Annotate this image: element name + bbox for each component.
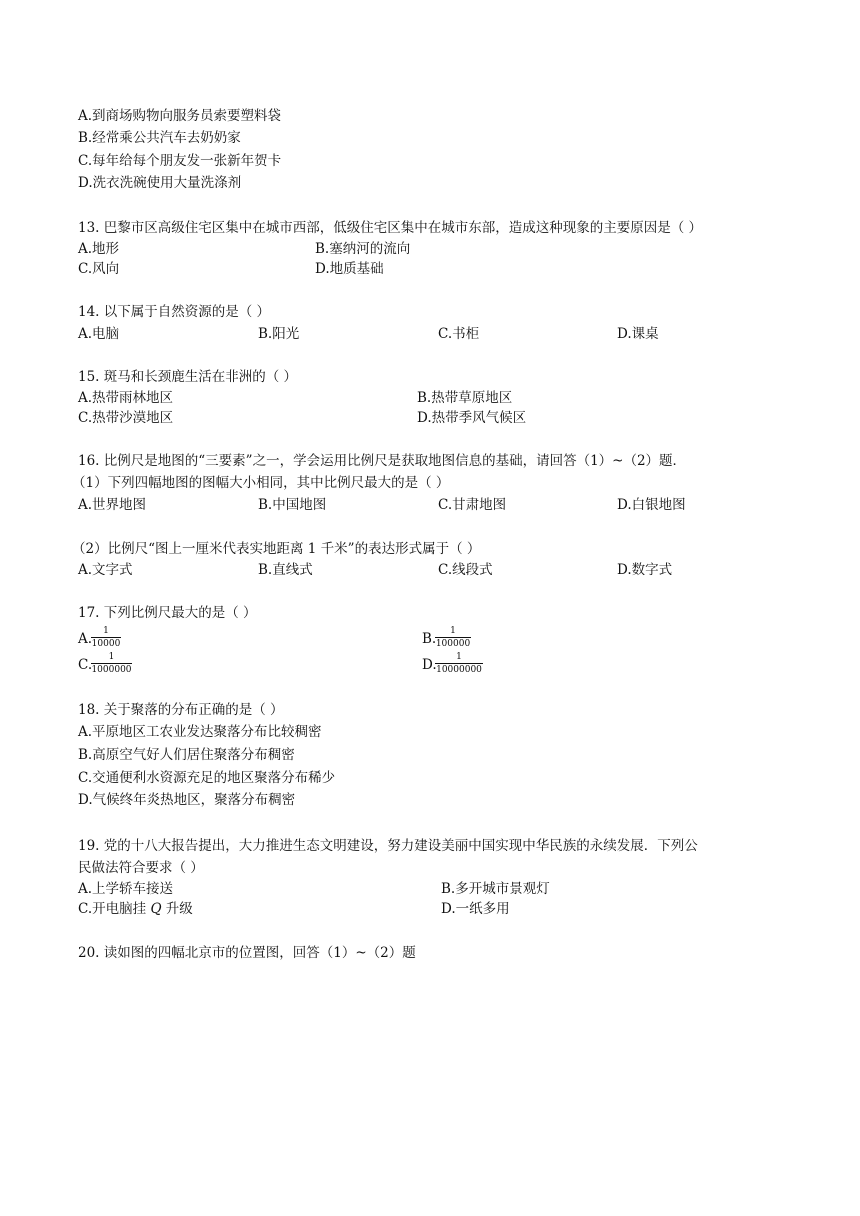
q16-sub1-stem: （1）下列四幅地图的图幅大小相同，其中比例尺最大的是（ ） (72, 475, 450, 491)
q19-option-a: A.上学轿车接送 (78, 881, 174, 897)
q15-option-b: B.热带草原地区 (417, 390, 513, 406)
q17-option-c-label: C. (78, 657, 93, 673)
q19-option-b: B.多开城市景观灯 (441, 881, 550, 897)
q17-option-b-label: B. (422, 631, 437, 647)
q16-sub2-stem: （2）比例尺“图上一厘米代表实地距离 1 千米”的表达形式属于（ ） (72, 541, 481, 557)
q16-sub1-option-d: D.白银地图 (617, 497, 686, 513)
q13-option-d: D.地质基础 (315, 261, 384, 277)
q17-option-d-numerator: 1 (456, 652, 462, 662)
q14-option-a: A.电脑 (78, 326, 120, 342)
q17-option-c-fraction (91, 652, 132, 675)
q18-stem: 18. 关于聚落的分布正确的是（ ） (78, 702, 284, 718)
q12-option-b: B.经常乘公共汽车去奶奶家 (78, 130, 241, 146)
q16-stem: 16. 比例尺是地图的“三要素”之一，学会运用比例尺是获取地图信息的基础，请回答（1）~（2）题． (78, 453, 687, 469)
q20-stem: 20. 读如图的四幅北京市的位置图，回答（1）~（2）题 (78, 945, 416, 961)
q16-sub2-option-a: A.文字式 (78, 562, 133, 578)
q16-sub1-option-c: C.甘肃地图 (438, 497, 507, 513)
q19-option-c-post: 升级 (161, 901, 193, 917)
q17-option-b-fraction (435, 626, 471, 649)
q18-option-d: D.气候终年炎热地区，聚落分布稠密 (78, 792, 296, 808)
q17-option-b-numerator: 1 (450, 626, 456, 636)
q13-option-a: A.地形 (78, 241, 120, 257)
q17-option-d-fraction (435, 652, 483, 675)
q15-option-c: C.热带沙漠地区 (78, 410, 174, 426)
q17-option-a-denominator: 10000 (91, 639, 121, 649)
q13-option-b: B.塞纳河的流向 (315, 241, 411, 257)
q12-option-d: D.洗衣洗碗使用大量洗涤剂 (78, 175, 242, 191)
q13-stem: 13. 巴黎市区高级住宅区集中在城市西部，低级住宅区集中在城市东部，造成这种现象的主要原因是（ ） (78, 220, 703, 236)
q17-option-a-fraction (91, 626, 121, 649)
q15-option-a: A.热带雨林地区 (78, 390, 174, 406)
q16-sub2-option-b: B.直线式 (258, 562, 313, 578)
q17-option-b-denominator: 100000 (435, 639, 471, 649)
q17-stem: 17. 下列比例尺最大的是（ ） (78, 605, 257, 621)
q16-sub1-option-a: A.世界地图 (78, 497, 147, 513)
q17-option-d-label: D. (422, 657, 437, 673)
q18-option-b: B.高原空气好人们居住聚落分布稠密 (78, 747, 295, 763)
q12-option-a: A.到商场购物向服务员索要塑料袋 (78, 108, 282, 124)
q17-option-a-label: A. (78, 631, 93, 647)
q16-sub2-option-c: C.线段式 (438, 562, 493, 578)
q19-option-c-pre: C.开电脑挂 (78, 901, 151, 917)
q18-option-c: C.交通便利水资源充足的地区聚落分布稀少 (78, 770, 336, 786)
q19-option-d: D.一纸多用 (441, 901, 510, 917)
q14-option-c: C.书柜 (438, 326, 480, 342)
q14-stem: 14. 以下属于自然资源的是（ ） (78, 304, 271, 320)
q18-option-a: A.平原地区工农业发达聚落分布比较稠密 (78, 724, 322, 740)
q16-sub2-option-d: D.数字式 (617, 562, 673, 578)
q17-option-c-numerator: 1 (108, 652, 115, 662)
q15-option-d: D.热带季风气候区 (417, 410, 527, 426)
q14-option-d: D.课桌 (617, 326, 659, 342)
q19-stem-line1: 19. 党的十八大报告提出，大力推进生态文明建设，努力建设美丽中国实现中华民族的永续发展．下列公 (78, 838, 698, 854)
q17-option-a-numerator: 1 (103, 626, 109, 636)
q19-option-c (78, 899, 193, 919)
q19-option-c-q: Q (150, 901, 162, 917)
q13-option-c: C.风向 (78, 261, 120, 277)
q14-option-b: B.阳光 (258, 326, 300, 342)
q15-stem: 15. 斑马和长颈鹿生活在非洲的（ ） (78, 369, 298, 385)
q12-option-c: C.每年给每个朋友发一张新年贺卡 (78, 153, 282, 169)
q17-option-c-denominator: 1000000 (91, 665, 132, 675)
q16-sub1-option-b: B.中国地图 (258, 497, 327, 513)
q17-option-d-denominator: 10000000 (436, 665, 482, 675)
q19-stem-line2: 民做法符合要求（ ） (78, 860, 204, 876)
